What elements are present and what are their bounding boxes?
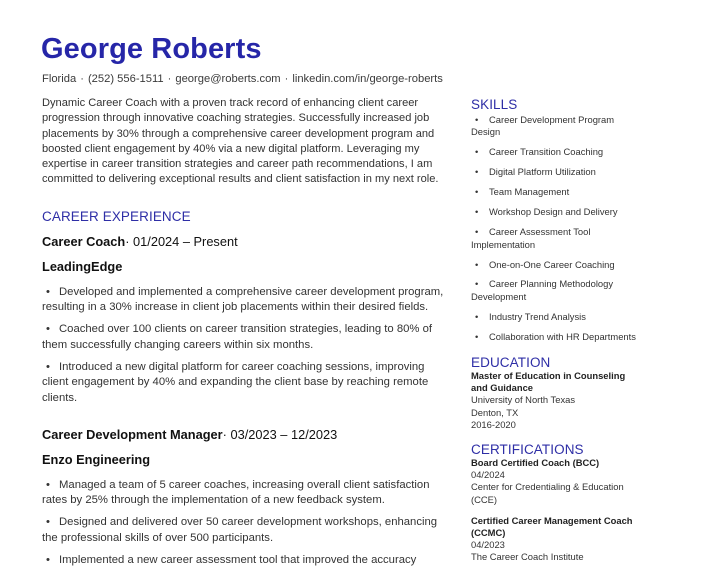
bullet-icon: • [46, 360, 50, 373]
bullet-icon: • [475, 186, 479, 198]
education-location: Denton, TX [471, 406, 519, 418]
job-bullet: • Managed a team of 5 career coaches, increasing overall client satisfaction rates by 25% through the implementation of a new feedback system. [42, 478, 430, 507]
job-bullet: • Designed and delivered over 50 career development workshops, enhancing the professional skills of over 500 participants. [42, 516, 438, 544]
job-heading [42, 426, 452, 443]
bullet-icon: • [475, 258, 479, 270]
certification-name: Board Certified Coach (BCC) [471, 457, 600, 469]
job-bullet: • Implemented a new career assessment tool that improved the accuracy [42, 553, 452, 568]
job-dates: · 01/2024 – Present [125, 233, 238, 249]
job-bullet: • Introduced a new digital platform for career coaching sessions, improving client engagement by 40% and expanding the client base by reaching remote clients. [42, 360, 429, 404]
skill-item: • One-on-One Career Coaching [471, 259, 641, 271]
skill-item: • Career Assessment Tool Implementation [471, 226, 591, 250]
certification-date: 04/2024 [471, 469, 505, 481]
bullet-icon: • [475, 310, 479, 322]
separator: · [167, 73, 172, 85]
main-column [42, 96, 452, 575]
bullet-icon: • [475, 278, 479, 290]
job-company: Enzo Engineering [42, 451, 151, 467]
bullet-icon: • [46, 285, 50, 298]
bullet-icon: • [475, 206, 479, 218]
skills-list [471, 114, 641, 343]
bullet-icon: • [46, 323, 50, 336]
bullet-icon: • [475, 146, 479, 158]
separator: · [80, 73, 84, 85]
bullet-icon: • [46, 554, 50, 567]
job-bullet: • Developed and implemented a comprehensive career development program, resulting in a 30% increase in client job placements within their desired fields. [42, 285, 444, 314]
certifications-section [471, 442, 641, 564]
skill-item: • Collaboration with HR Departments [471, 331, 641, 343]
contact-linkedin[interactable]: linkedin.com/in/george-roberts [292, 73, 443, 85]
contact-location: Florida [42, 73, 77, 85]
job-heading [42, 233, 452, 250]
skill-item: • Career Development Program Design [471, 114, 615, 138]
certification-issuer: Center for Credentialing & Education (CCE) [471, 481, 624, 505]
contact-phone: (252) 556-1511 [87, 73, 164, 85]
bullet-icon: • [46, 516, 50, 529]
job-bullet: • Coached over 100 clients on career transition strategies, leading to 80% of them successfully changing careers within six months. [42, 323, 433, 351]
certification-date: 04/2023 [471, 539, 505, 551]
section-title-skills: SKILLS [471, 97, 518, 112]
job-bullets [42, 478, 452, 568]
skill-item: • Workshop Design and Delivery [471, 206, 641, 218]
bullet-icon: • [46, 478, 50, 491]
job-company: LeadingEdge [42, 258, 123, 274]
candidate-name: George Roberts [41, 33, 262, 65]
bullet-icon: • [475, 166, 479, 178]
certification-item [471, 515, 641, 564]
job-bullets [42, 285, 452, 406]
education-school: University of North Texas [471, 394, 576, 406]
skill-item: • Industry Trend Analysis [471, 311, 641, 323]
job-entry [42, 233, 452, 406]
job-entry [42, 426, 452, 568]
contact-email[interactable]: george@roberts.com [175, 73, 281, 85]
sidebar-column [471, 97, 641, 564]
education-section [471, 355, 641, 431]
bullet-icon: • [475, 330, 479, 342]
skill-item: • Career Transition Coaching [471, 146, 641, 158]
certification-issuer: The Career Coach Institute [471, 551, 584, 563]
education-years: 2016-2020 [471, 418, 516, 430]
job-dates: · 03/2023 – 12/2023 [222, 426, 338, 442]
separator: · [284, 73, 289, 85]
certification-item [471, 457, 641, 506]
bullet-icon: • [475, 114, 479, 125]
certification-name: Certified Career Management Coach (CCMC) [471, 514, 633, 539]
job-role: Career Coach [42, 233, 126, 249]
education-degree: Master of Education in Counseling and Guidance [471, 370, 626, 394]
skill-item: • Career Planning Methodology Development [471, 278, 614, 302]
job-role: Career Development Manager [42, 426, 223, 442]
skill-item: • Team Management [471, 186, 641, 198]
summary-paragraph: Dynamic Career Coach with a proven track record of enhancing client career progression through innovative coaching strategies. Successfully increased job placements by 30% through a comprehensive career development program and boosted client engagement by 40% via a new digital platform. Leveraging my expertise in career transition strategies and career path recommendations, I am committed to delivering exceptional results and client satisfaction in my next role. [42, 97, 439, 186]
section-title-certifications: CERTIFICATIONS [471, 442, 584, 458]
contact-line [42, 73, 443, 85]
section-title-experience: CAREER EXPERIENCE [42, 208, 191, 224]
bullet-icon: • [475, 226, 479, 238]
skill-item: • Digital Platform Utilization [471, 166, 641, 178]
section-title-education: EDUCATION [471, 355, 551, 371]
